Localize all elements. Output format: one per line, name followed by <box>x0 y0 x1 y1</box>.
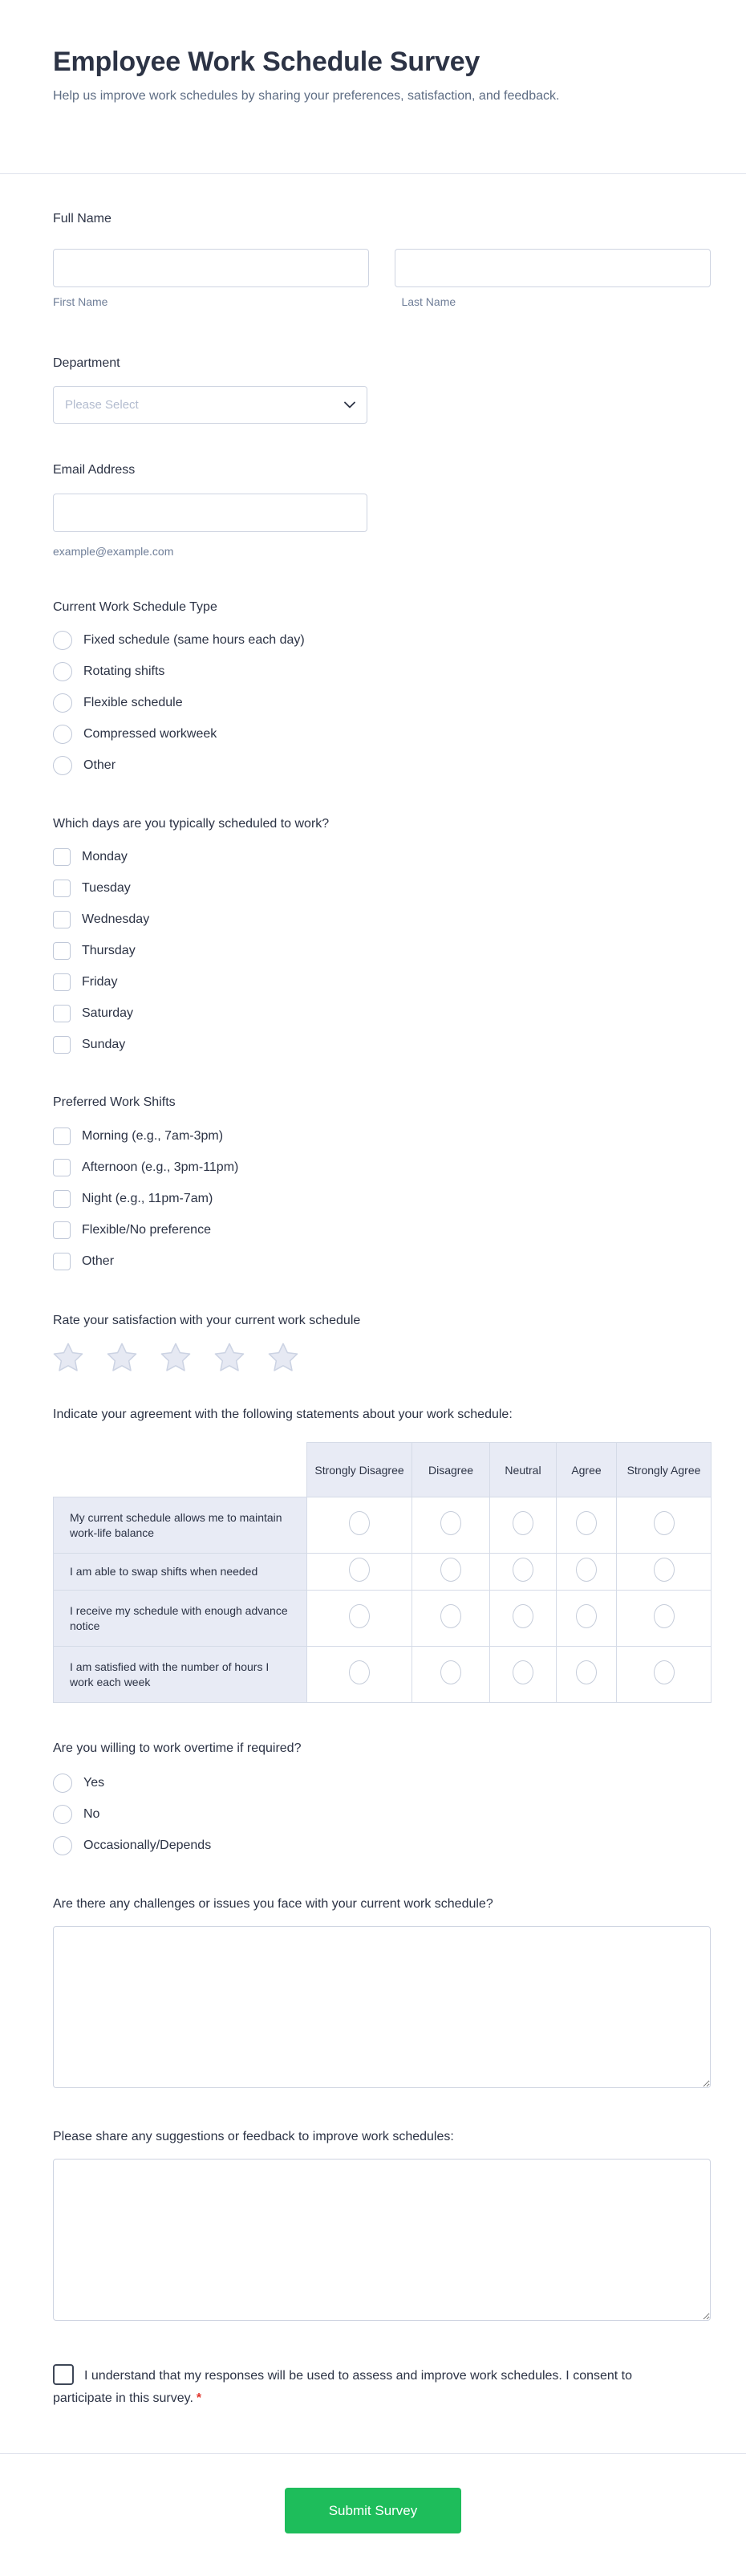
consent-label: I understand that my responses will be used to assess and improve work schedules. I consent to participate in this survey. <box>53 2369 633 2405</box>
full-name-label: Full Name <box>53 212 111 226</box>
matrix-row-label: My current schedule allows me to maintain work-life balance <box>54 1497 307 1554</box>
department-select[interactable] <box>53 386 367 424</box>
overtime-option[interactable] <box>53 1836 711 1855</box>
option-label: Compressed workweek <box>83 727 217 741</box>
matrix-radio[interactable] <box>654 1604 675 1628</box>
matrix-row-label: I am able to swap shifts when needed <box>54 1554 307 1591</box>
matrix-radio[interactable] <box>440 1604 461 1628</box>
matrix-col-header: Agree <box>557 1443 617 1497</box>
checkbox-icon[interactable] <box>53 973 71 991</box>
option-label: Night (e.g., 11pm-7am) <box>82 1192 213 1205</box>
star-icon[interactable] <box>53 1342 83 1372</box>
matrix-radio[interactable] <box>513 1511 533 1535</box>
page-title: Employee Work Schedule Survey <box>53 47 480 77</box>
schedule-type-option[interactable] <box>53 756 711 775</box>
page-subtitle: Help us improve work schedules by sharing your preferences, satisfaction, and feedback. <box>53 89 560 103</box>
star-icon[interactable] <box>107 1342 137 1372</box>
star-icon[interactable] <box>160 1342 191 1372</box>
radio-icon[interactable] <box>53 631 72 650</box>
overtime-label: Are you willing to work overtime if required? <box>53 1741 302 1755</box>
checkbox-icon[interactable] <box>53 911 71 928</box>
consent-row <box>53 2364 634 2410</box>
option-label: Other <box>83 758 116 772</box>
checkbox-icon[interactable] <box>53 848 71 866</box>
star-icon[interactable] <box>268 1342 298 1372</box>
last-name-sublabel: Last Name <box>401 295 456 308</box>
option-label: Sunday <box>82 1038 126 1051</box>
star-icon[interactable] <box>214 1342 245 1372</box>
satisfaction-label: Rate your satisfaction with your current work schedule <box>53 1314 361 1327</box>
matrix-radio[interactable] <box>513 1558 533 1582</box>
schedule-type-option[interactable] <box>53 693 711 713</box>
option-label: Yes <box>83 1776 105 1790</box>
matrix-radio[interactable] <box>349 1558 370 1582</box>
matrix-radio[interactable] <box>513 1660 533 1684</box>
day-option[interactable] <box>53 879 711 898</box>
checkbox-icon[interactable] <box>53 1128 71 1145</box>
first-name-sublabel: First Name <box>53 295 108 308</box>
option-label: Wednesday <box>82 912 150 926</box>
matrix-radio[interactable] <box>349 1511 370 1535</box>
option-label: Occasionally/Depends <box>83 1839 212 1852</box>
matrix-radio[interactable] <box>576 1558 597 1582</box>
matrix-radio[interactable] <box>576 1660 597 1684</box>
challenges-textarea[interactable] <box>53 1926 711 2088</box>
matrix-row-label: I am satisfied with the number of hours I work each week <box>54 1647 307 1703</box>
schedule-type-options <box>53 631 711 787</box>
schedule-type-option[interactable] <box>53 631 711 650</box>
matrix-radio[interactable] <box>440 1511 461 1535</box>
required-asterisk: * <box>196 2391 202 2405</box>
checkbox-icon[interactable] <box>53 1221 71 1239</box>
matrix-radio[interactable] <box>654 1558 675 1582</box>
checkbox-icon[interactable] <box>53 1005 71 1022</box>
checkbox-icon[interactable] <box>53 1190 71 1208</box>
option-label: Monday <box>82 850 128 863</box>
matrix-row <box>54 1554 712 1591</box>
day-option[interactable] <box>53 941 711 961</box>
header-divider <box>0 173 746 174</box>
radio-icon[interactable] <box>53 662 72 681</box>
email-sublabel: example@example.com <box>53 545 174 558</box>
shift-option[interactable] <box>53 1127 711 1146</box>
matrix-col-header: Strongly Agree <box>617 1443 712 1497</box>
option-label: Fixed schedule (same hours each day) <box>83 633 305 647</box>
option-label: Thursday <box>82 944 136 957</box>
shift-option[interactable] <box>53 1221 711 1240</box>
matrix-radio[interactable] <box>349 1604 370 1628</box>
schedule-type-option[interactable] <box>53 662 711 681</box>
radio-icon[interactable] <box>53 1774 72 1793</box>
shift-option[interactable] <box>53 1252 711 1271</box>
email-label: Email Address <box>53 463 136 477</box>
shifts-options <box>53 1127 711 1283</box>
shifts-label: Preferred Work Shifts <box>53 1095 176 1109</box>
department-label: Department <box>53 356 120 370</box>
email-input[interactable] <box>53 494 367 532</box>
matrix-row-label: I receive my schedule with enough advance notice <box>54 1591 307 1647</box>
matrix-row <box>54 1591 712 1647</box>
option-label: Rotating shifts <box>83 664 165 678</box>
radio-icon[interactable] <box>53 756 72 775</box>
matrix-row <box>54 1647 712 1703</box>
option-label: Flexible/No preference <box>82 1223 211 1237</box>
matrix-radio[interactable] <box>654 1660 675 1684</box>
radio-icon[interactable] <box>53 1836 72 1855</box>
matrix-col-header: Disagree <box>412 1443 490 1497</box>
day-option[interactable] <box>53 1035 711 1054</box>
matrix-radio[interactable] <box>349 1660 370 1684</box>
radio-icon[interactable] <box>53 725 72 744</box>
option-label: Morning (e.g., 7am-3pm) <box>82 1129 224 1143</box>
day-option[interactable] <box>53 973 711 992</box>
last-name-input[interactable] <box>395 249 711 287</box>
shift-option[interactable] <box>53 1189 711 1209</box>
overtime-option[interactable] <box>53 1774 711 1793</box>
star-rating <box>53 1342 711 1372</box>
checkbox-icon[interactable] <box>53 1159 71 1176</box>
shift-option[interactable] <box>53 1158 711 1177</box>
day-option[interactable] <box>53 1004 711 1023</box>
checkbox-icon[interactable] <box>53 1253 71 1270</box>
day-option[interactable] <box>53 847 711 867</box>
checkbox-icon[interactable] <box>53 942 71 960</box>
matrix-corner <box>54 1443 307 1497</box>
option-label: Tuesday <box>82 881 131 895</box>
matrix-radio[interactable] <box>654 1511 675 1535</box>
chevron-down-icon <box>344 401 355 408</box>
overtime-options <box>53 1774 711 1867</box>
option-label: Flexible schedule <box>83 696 183 709</box>
matrix-col-header: Neutral <box>490 1443 557 1497</box>
option-label: No <box>83 1807 100 1821</box>
matrix-radio[interactable] <box>576 1604 597 1628</box>
schedule-type-option[interactable] <box>53 725 711 744</box>
submit-button[interactable]: Submit Survey <box>285 2488 461 2533</box>
days-label: Which days are you typically scheduled to work? <box>53 817 330 831</box>
option-label: Afternoon (e.g., 3pm-11pm) <box>82 1160 239 1174</box>
matrix-radio[interactable] <box>576 1511 597 1535</box>
matrix-radio[interactable] <box>513 1604 533 1628</box>
matrix-row <box>54 1497 712 1554</box>
day-option[interactable] <box>53 910 711 929</box>
agreement-matrix <box>53 1442 712 1703</box>
suggestions-textarea[interactable] <box>53 2159 711 2321</box>
option-label: Friday <box>82 975 118 989</box>
matrix-radio[interactable] <box>440 1660 461 1684</box>
radio-icon[interactable] <box>53 693 72 713</box>
challenges-label: Are there any challenges or issues you face with your current work schedule? <box>53 1897 493 1911</box>
matrix-col-header: Strongly Disagree <box>307 1443 412 1497</box>
suggestions-label: Please share any suggestions or feedback to improve work schedules: <box>53 2130 454 2143</box>
checkbox-icon[interactable] <box>53 1036 71 1054</box>
schedule-type-label: Current Work Schedule Type <box>53 600 217 614</box>
overtime-option[interactable] <box>53 1805 711 1824</box>
checkbox-icon[interactable] <box>53 880 71 897</box>
days-options <box>53 847 711 1067</box>
radio-icon[interactable] <box>53 1805 72 1824</box>
matrix-label: Indicate your agreement with the following statements about your work schedule: <box>53 1408 513 1421</box>
department-select-value: Please Select <box>65 398 139 412</box>
first-name-input[interactable] <box>53 249 369 287</box>
consent-checkbox[interactable] <box>53 2364 74 2385</box>
option-label: Saturday <box>82 1006 134 1020</box>
option-label: Other <box>82 1254 115 1268</box>
matrix-radio[interactable] <box>440 1558 461 1582</box>
footer-divider <box>0 2453 746 2454</box>
